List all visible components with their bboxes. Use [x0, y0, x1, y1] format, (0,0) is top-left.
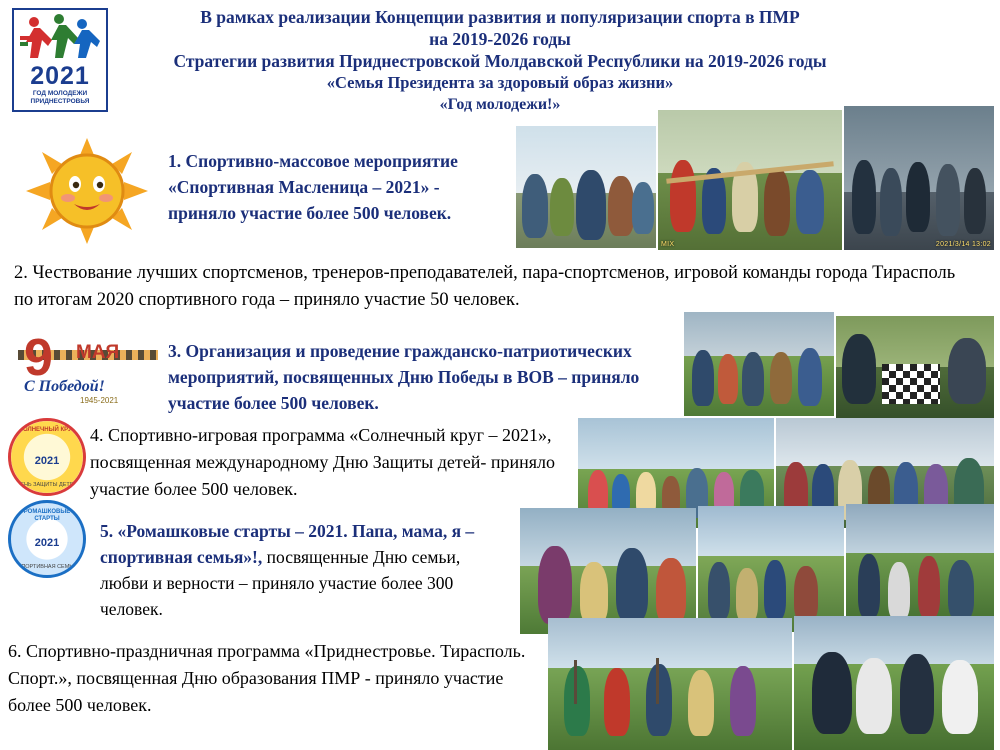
- photo-football-field: [846, 504, 994, 632]
- poster-header: [0, 0, 1000, 118]
- item-5-bold-part: 5. «Ромашковые старты – 2021. Папа, мама, я – спортивная семья»!,: [100, 521, 475, 567]
- victory-nine: 9: [24, 330, 53, 387]
- header-line-1: В рамках реализации Концепции развития и популяризации спорта в ПМР: [200, 7, 800, 27]
- photo-checkers-table: [836, 316, 994, 418]
- emblem-camomile-title: РОМАШКОВЫЕ СТАРТЫ: [23, 509, 71, 522]
- item-1-text: 1. Спортивно-массовое мероприятие «Спортивная Масленица – 2021» - приняло участие более 500 человек.: [168, 151, 458, 223]
- photo-family-starts: [520, 508, 696, 634]
- photo-tug-of-war: [658, 110, 842, 250]
- emblem-camomile-starts: [8, 500, 86, 578]
- logo-year-text: 2021: [30, 62, 90, 90]
- logo-running-figures-icon: [14, 12, 106, 64]
- photo-maslenitsa-crowd: [516, 126, 656, 248]
- photo-stamp: MIX: [661, 241, 675, 248]
- photo-stadium-relay: [698, 506, 844, 632]
- emblem-sunny-title: СОЛНЕЧНЫЙ КРУГ: [18, 427, 76, 433]
- emblem-sunny-year: 2021: [34, 455, 60, 467]
- header-line-3: Стратегии развития Приднестровской Молдавской Республики на 2019-2026 годы: [173, 51, 827, 71]
- photo-flag-relay: [548, 618, 792, 750]
- victory-day-badge: [18, 330, 158, 408]
- photo-training-hall: [844, 106, 994, 250]
- photo-judo-demo: [794, 616, 994, 750]
- item-2-text: 2. Чествование лучших спортсменов, тренеров-преподавателей, пара-спортсменов, игровой команды города Тирасполь по итогам 2020 спортивного года – приняло участие 50 человек.: [14, 263, 956, 310]
- photo-chess-outdoor: [684, 312, 834, 416]
- item-5-text: [100, 518, 510, 622]
- item-6-text: 6. Спортивно-праздничная программа «Приднестровье. Тирасполь. Спорт.», посвященная Дню образования ПМР - приняло участие более 500 человек.: [8, 641, 526, 715]
- item-4-text: 4. Спортивно-игровая программа «Солнечный круг – 2021», посвященная международному Дню Защиты детей- приняло участие более 500 человек.: [90, 425, 556, 499]
- victory-may: МАЯ: [76, 342, 120, 363]
- header-line-5: «Год молодежи!»: [439, 96, 561, 113]
- victory-years: 1945-2021: [80, 396, 119, 405]
- sun-icon: [26, 138, 148, 244]
- logo-subtitle: [14, 90, 106, 106]
- emblem-sunny-circle: [8, 418, 86, 496]
- victory-slogan: С Победой!: [24, 378, 105, 395]
- logo-sub-line2: ПРИДНЕСТРОВЬЯ: [30, 98, 90, 105]
- item-5-rest-part: посвященные Дню семьи, любви и верности – приняло участие более 300 человек.: [100, 547, 461, 619]
- emblem-sunny-footer: ДЕНЬ ЗАЩИТЫ ДЕТЕЙ: [16, 482, 78, 488]
- logo-2021: [12, 8, 108, 112]
- emblem-camomile-year: 2021: [34, 537, 60, 549]
- header-line-4: «Семья Президента за здоровый образ жизни»: [326, 73, 674, 92]
- logo-sub-line1: ГОД МОЛОДЕЖИ: [32, 90, 88, 97]
- header-title-block: [120, 6, 880, 116]
- item-3-text: 3. Организация и проведение гражданско-патриотических мероприятий, посвященных Дню Победы в ВОВ – приняло участие более 500 человек.: [168, 341, 640, 413]
- emblem-camomile-footer: СПОРТИВНАЯ СЕМЬЯ: [17, 564, 77, 570]
- photo-stamp: 2021/3/14 13:02: [935, 241, 991, 248]
- header-line-2: на 2019-2026 годы: [429, 29, 571, 49]
